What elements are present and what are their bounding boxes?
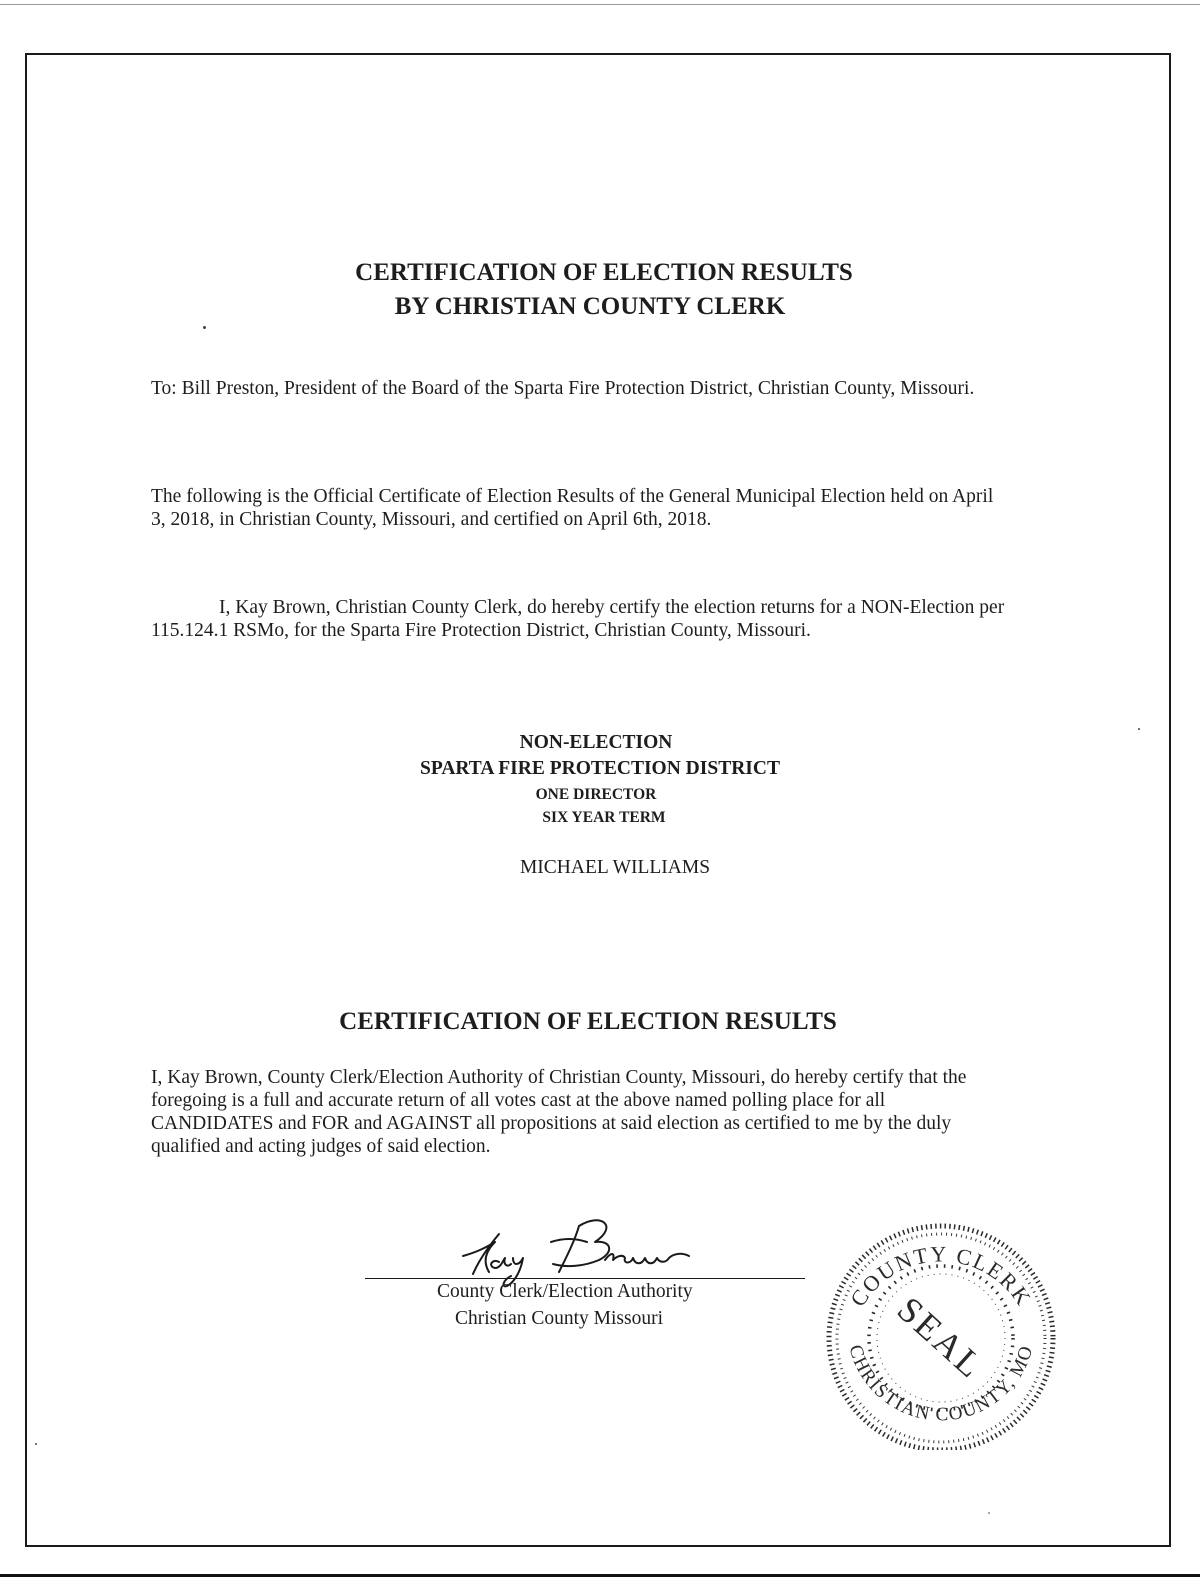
svg-text:COUNTY CLERK: COUNTY CLERK [845, 1241, 1037, 1311]
certification-title: CERTIFICATION OF ELECTION RESULTS [339, 1008, 837, 1035]
document-title-line-1: CERTIFICATION OF ELECTION RESULTS [355, 259, 853, 286]
certification-body: I, Kay Brown, County Clerk/Election Authority of Christian County, Missouri, do hereby certify that the foregoing is a full and accurate return of all votes cast at the above named polling place for all CANDIDATES and FOR and AGAINST all propositions at said election as certified to me by the duly qualified and acting judges of said election. [151, 1067, 967, 1157]
county-clerk-seal [822, 1220, 1060, 1450]
candidate-name: MICHAEL WILLIAMS [519, 857, 711, 878]
scan-speck [203, 326, 206, 329]
district-name: SPARTA FIRE PROTECTION DISTRICT [420, 758, 780, 779]
scan-edge-top [0, 4, 1200, 5]
signature-line [365, 1278, 805, 1279]
non-election-heading: NON-ELECTION [519, 732, 673, 753]
document-title-line-2: BY CHRISTIAN COUNTY CLERK [394, 293, 786, 320]
addressee-paragraph: To: Bill Preston, President of the Board of the Sparta Fire Protection District, Christian County, Missouri. [151, 378, 975, 399]
term-description: SIX YEAR TERM [542, 809, 666, 826]
certify-paragraph: I, Kay Brown, Christian County Clerk, do hereby certify the election returns for a NON-Election per 115.124.1 RSMo, for the Sparta Fire Protection District, Christian County, Missouri. [151, 597, 1005, 641]
seat-description: ONE DIRECTOR [535, 786, 657, 803]
scan-speck [988, 1512, 990, 1514]
scan-speck [35, 1443, 37, 1445]
scan-edge-bottom [0, 1574, 1200, 1577]
scan-speck [1138, 728, 1140, 730]
intro-paragraph: The following is the Official Certificate of Election Results of the General Municipal Election held on April 3, 2018, in Christian County, Missouri, and certified on April 6th, 2018. [151, 486, 994, 530]
signature-caption-county: Christian County Missouri [455, 1308, 664, 1329]
svg-text:SEAL: SEAL [889, 1289, 993, 1387]
svg-text:CHRISTIAN COUNTY, MO: CHRISTIAN COUNTY, MO [844, 1342, 1038, 1426]
handwritten-signature [455, 1212, 715, 1292]
signature-caption-title: County Clerk/Election Authority [437, 1281, 693, 1302]
